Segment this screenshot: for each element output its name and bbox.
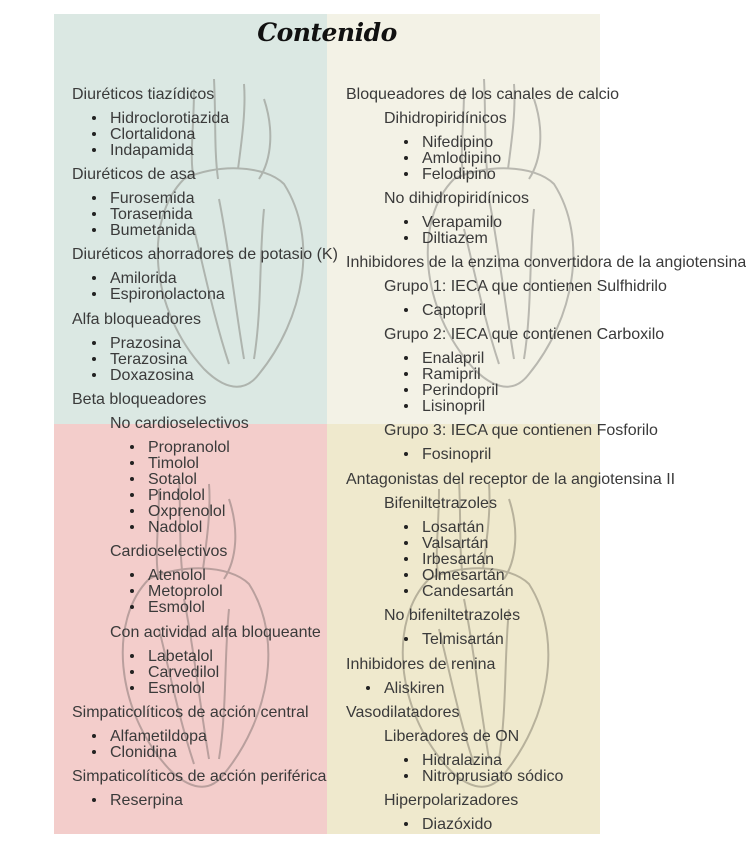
bullet	[92, 132, 96, 136]
heading-ieca: Inhibidores de la enzima convertidora de la angiotensina	[346, 254, 746, 271]
heading-ara2: Antagonistas del receptor de la angiotensina II	[346, 471, 676, 488]
bullet	[404, 356, 408, 360]
list-item: Nadolol	[148, 519, 203, 536]
list-item: Bumetanida	[110, 222, 196, 239]
list-item: Pindolol	[148, 487, 205, 504]
subheading-grupo-3: Grupo 3: IECA que contienen Fosforilo	[384, 422, 658, 439]
subheading-bifeniltetrazoles: Bifeniltetrazoles	[384, 495, 497, 512]
list-item: Labetalol	[148, 648, 213, 665]
list-item: Aliskiren	[384, 680, 445, 697]
bullet	[130, 605, 134, 609]
list-item: Diltiazem	[422, 230, 488, 247]
list-item: Diazóxido	[422, 816, 493, 833]
bullet	[404, 404, 408, 408]
list-item: Timolol	[148, 455, 199, 472]
heading-vasodilatadores: Vasodilatadores	[346, 704, 460, 721]
bullet	[404, 774, 408, 778]
bullet	[130, 686, 134, 690]
subheading-liberadores-on: Liberadores de ON	[384, 728, 520, 745]
bullet	[404, 372, 408, 376]
bullet	[404, 308, 408, 312]
bullet	[404, 140, 408, 144]
list-item: Clortalidona	[110, 126, 196, 143]
heading-calcio: Bloqueadores de los canales de calcio	[346, 86, 620, 103]
list-item: Sotalol	[148, 471, 197, 488]
list-item: Irbesartán	[422, 551, 495, 568]
list-item: Prazosina	[110, 335, 182, 352]
bullet	[404, 589, 408, 593]
bullet	[404, 525, 408, 529]
subheading-cardioselectivos: Cardioselectivos	[110, 543, 228, 560]
subheading-no-dihidropiridinicos: No dihidropiridínicos	[384, 190, 529, 207]
bullet	[92, 292, 96, 296]
list-item: Clonidina	[110, 744, 177, 761]
list-item: Nifedipino	[422, 134, 494, 151]
bullet	[404, 637, 408, 641]
bullet	[404, 172, 408, 176]
subheading-grupo-1: Grupo 1: IECA que contienen Sulfhidrilo	[384, 278, 667, 295]
heading-simpaticoliticos-periferica: Simpaticolíticos de acción periférica	[72, 768, 327, 785]
list-item: Felodipino	[422, 166, 496, 183]
bullet	[92, 276, 96, 280]
list-item: Fosinopril	[422, 446, 492, 463]
list-item: Enalapril	[422, 350, 485, 367]
bullet	[130, 493, 134, 497]
list-item: Amlodipino	[422, 150, 502, 167]
bullet	[130, 654, 134, 658]
bullet	[130, 573, 134, 577]
list-item: Torasemida	[110, 206, 193, 223]
bullet	[130, 445, 134, 449]
bullet	[130, 477, 134, 481]
bullet	[404, 236, 408, 240]
bullet	[92, 734, 96, 738]
list-item: Valsartán	[422, 535, 489, 552]
bullet	[404, 573, 408, 577]
subheading-no-cardioselectivos: No cardioselectivos	[110, 415, 249, 432]
list-item: Captopril	[422, 302, 487, 319]
subheading-no-bifeniltetrazoles: No bifeniltetrazoles	[384, 607, 521, 624]
list-item: Reserpina	[110, 792, 183, 809]
list-item: Atenolol	[148, 567, 206, 584]
heading-diureticos-tiazidicos: Diuréticos tiazídicos	[72, 86, 215, 103]
list-item: Perindopril	[422, 382, 499, 399]
bullet	[92, 212, 96, 216]
list-item: Candesartán	[422, 583, 514, 600]
list-item: Ramipril	[422, 366, 481, 383]
list-item: Propranolol	[148, 439, 230, 456]
list-item: Losartán	[422, 519, 485, 536]
bullet	[92, 357, 96, 361]
list-item: Nitroprusiato sódico	[422, 768, 564, 785]
list-item: Telmisartán	[422, 631, 504, 648]
bullet	[92, 196, 96, 200]
list-item: Indapamida	[110, 142, 194, 159]
bullet	[130, 670, 134, 674]
subheading-actividad-alfa: Con actividad alfa bloqueante	[110, 624, 321, 641]
heading-simpaticoliticos-central: Simpaticolíticos de acción central	[72, 704, 309, 721]
list-item: Amilorida	[110, 270, 177, 287]
page-title: Contenido	[257, 18, 397, 47]
list-item: Espironolactona	[110, 286, 225, 303]
list-item: Verapamilo	[422, 214, 503, 231]
bullet	[404, 156, 408, 160]
list-item: Oxprenolol	[148, 503, 226, 520]
bullet	[92, 116, 96, 120]
bullet	[92, 750, 96, 754]
bullet	[130, 589, 134, 593]
heading-alfa-bloqueadores: Alfa bloqueadores	[72, 311, 201, 328]
list-item: Doxazosina	[110, 367, 194, 384]
bullet	[404, 452, 408, 456]
bullet	[404, 388, 408, 392]
bullet	[130, 525, 134, 529]
bullet	[92, 373, 96, 377]
subheading-dihidropiridinicos: Dihidropiridínicos	[384, 110, 507, 127]
list-item: Alfametildopa	[110, 728, 207, 745]
list-item: Metoprolol	[148, 583, 223, 600]
bullet	[130, 461, 134, 465]
list-item: Esmolol	[148, 599, 205, 616]
list-item: Terazosina	[110, 351, 188, 368]
bullet	[366, 686, 370, 690]
bullet	[130, 509, 134, 513]
subheading-hiperpolarizadores: Hiperpolarizadores	[384, 792, 519, 809]
list-item: Furosemida	[110, 190, 195, 207]
list-item: Carvedilol	[148, 664, 220, 681]
subheading-grupo-2: Grupo 2: IECA que contienen Carboxilo	[384, 326, 665, 343]
list-item: Olmesartán	[422, 567, 505, 584]
heading-renina: Inhibidores de renina	[346, 656, 496, 673]
bullet	[404, 220, 408, 224]
bullet	[404, 758, 408, 762]
bullet	[92, 341, 96, 345]
bullet	[92, 228, 96, 232]
document-page	[54, 14, 746, 834]
heading-diureticos-potasio: Diuréticos ahorradores de potasio (K)	[72, 246, 338, 263]
bullet	[92, 148, 96, 152]
list-item: Hidroclorotiazida	[110, 110, 230, 127]
list-item: Lisinopril	[422, 398, 486, 415]
bullet	[404, 557, 408, 561]
bullet	[404, 541, 408, 545]
list-item: Hidralazina	[422, 752, 503, 769]
heading-beta-bloqueadores: Beta bloqueadores	[72, 391, 207, 408]
bullet	[404, 822, 408, 826]
heading-diureticos-asa: Diuréticos de asa	[72, 166, 196, 183]
list-item: Esmolol	[148, 680, 205, 697]
bullet	[92, 798, 96, 802]
